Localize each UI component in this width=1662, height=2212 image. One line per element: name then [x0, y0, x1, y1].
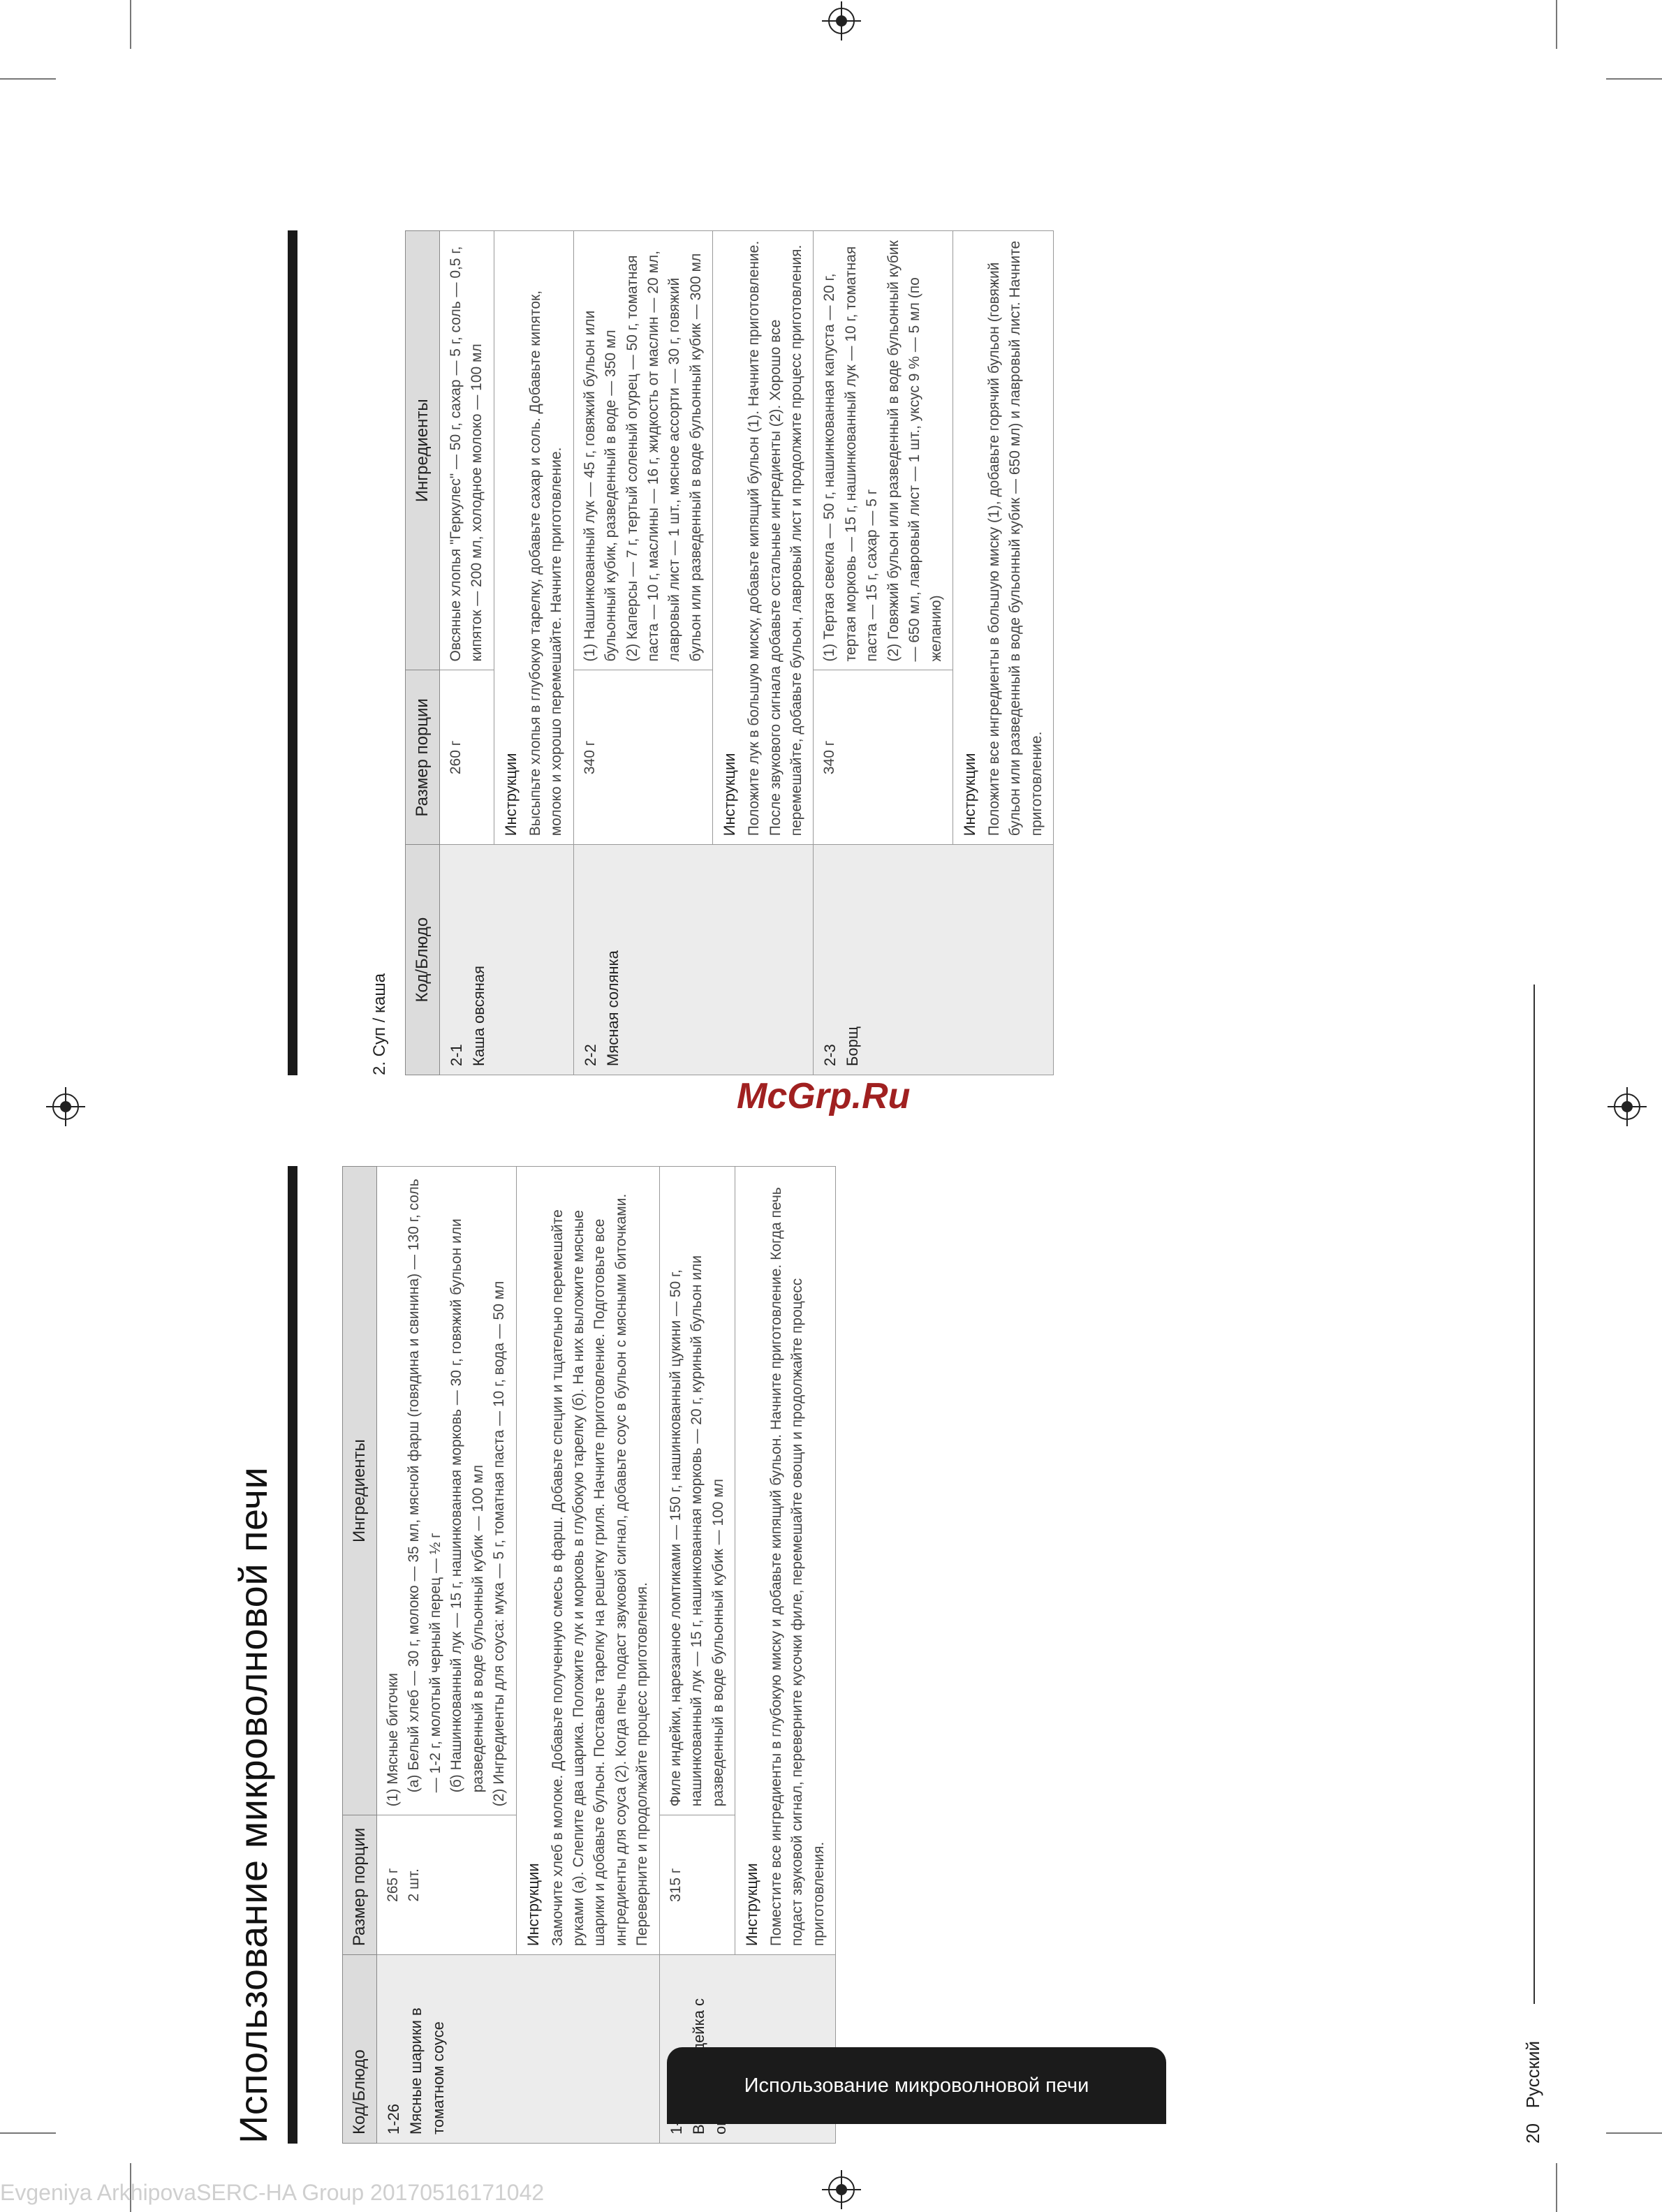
table-header-row [406, 231, 440, 1075]
ingredient-item: (1) Мясные биточки [385, 1672, 401, 1807]
dish-name: Борщ [844, 1026, 862, 1066]
dish-cell [377, 1955, 660, 2144]
instructions-text: Положите все ингредиенты в большую миску (1), добавьте горячий бульон (говяжий бульон или разведенный в воде бульонный кубик — 650 мл) и лавровый лист. Начните приготовление. [985, 240, 1045, 836]
portion-cell [377, 1815, 517, 1955]
crop-mark [1556, 0, 1557, 49]
registration-mark-icon [822, 1, 861, 40]
page-title: Использование микроволновой печи [231, 1466, 275, 2144]
instructions-text: Поместите все ингредиенты в глубокую миску и добавьте кипящий бульон. Начните приготовление. Когда печь подаст звуковой сигнал, переверните кусочки филе, перемешайте овощи и продолжайте процесс приготовления. [767, 1187, 827, 1947]
ingredients-cell [659, 1167, 735, 1815]
column-header-code: Код/Блюдо [343, 1955, 377, 2144]
portion-value: 260 г [448, 740, 464, 775]
dish-code: 2-1 [448, 1044, 465, 1066]
dish-cell [440, 845, 574, 1075]
section-heading [370, 973, 390, 1075]
table-row [377, 1167, 517, 2144]
section-title: Суп / каша [370, 973, 389, 1057]
crop-mark [1606, 2132, 1662, 2134]
ingredients-cell [377, 1167, 517, 1815]
chapter-tab-label: Использование микроволновой печи [744, 2074, 1089, 2097]
footer-language: Русский [1522, 2040, 1543, 2109]
ingredient-item: (2) Говяжий бульон или разведенный в воде бульонный кубик — 650 мл, лавровый лист — 1 шт., уксус 9 % — 5 мл (по желанию) [885, 240, 944, 662]
column-header-code: Код/Блюдо [406, 845, 440, 1075]
portion-cell [440, 670, 494, 845]
column-header-ingredients: Ингредиенты [406, 231, 440, 670]
ingredient-item: (а) Белый хлеб — 30 г, молоко — 35 мл, мясной фарш (говядина и свинина) — 130 г, соль — 1-2 г, молотый черный перец — ½ г [406, 1179, 443, 1793]
instructions-text: Высыпьте хлопья в глубокую тарелку, добавьте сахар и соль. Добавьте кипяток, молоко и хорошо перемешайте. Начните приготовление. [527, 290, 565, 836]
portion-cell [814, 670, 953, 845]
ingredients-cell [814, 231, 953, 670]
section-rule [288, 230, 297, 1075]
ingredient-item: (1) Тертая свекла — 50 г, нашинкованная капуста — 20 г, тертая морковь — 15 г, нашинкованный лук — 10 г, томатная паста — 15 г, сахар — 5 г [821, 246, 881, 662]
site-watermark: McGrp.Ru [737, 1076, 911, 1116]
dish-cell [573, 845, 814, 1075]
registration-mark-icon [46, 1087, 85, 1126]
dish-code: 2-3 [821, 1044, 839, 1066]
print-note: Evgeniya ArkhipovaSERC-HA Group 20170516171042 [0, 2180, 545, 2205]
instructions-text: Положите лук в большую миску, добавьте кипящий бульон (1). Начните приготовление. После звукового сигнала добавьте остальные ингредиенты (2). Хорошо все перемешайте, добавьте бульон, лавровый лист и продолжите процесс приготовления. [746, 240, 805, 836]
instructions-heading: Инструкции [501, 753, 520, 836]
table-row [659, 1167, 735, 2144]
dish-code: 1-26 [385, 2103, 402, 2134]
crop-mark [130, 0, 131, 49]
dish-name: Мясные шарики в томатном соусе [406, 2007, 447, 2134]
table-row [440, 231, 494, 1075]
ingredient-item: (2) Ингредиенты для соуса: мука — 5 г, томатная паста — 10 г, вода — 50 мл [491, 1281, 508, 1807]
table-row [573, 231, 713, 1075]
instructions-text: Замочите хлеб в молоке. Добавьте полученную смесь в фарш. Добавьте специи и тщательно перемешайте руками (а). Слепите два шарика. Положите лук и морковь в глубокую тарелку (б). На них выложите мясные шарики и добавьте бульон. Поставьте тарелку на решетку гриля. Начните приготовление. Подготовьте все ингредиенты для соуса (2). Когда печь подаст звуковой сигнал, добавьте соус в бульон с мясными биточками. Переверните и продолжайте процесс приготовления. [549, 1193, 651, 1947]
ingredient-item: Филе индейки, нарезанное ломтиками — 150 г, нашинкованный цукини — 50 г, нашинкованный лук — 15 г, нашинкованная морковь — 20 г, куриный бульон или разведенный в воде бульонный кубик — 100 мл [667, 1255, 726, 1807]
column-header-portion: Размер порции [406, 670, 440, 845]
registration-mark-icon [1608, 1087, 1647, 1126]
table-row [814, 231, 953, 1075]
ingredient-item: (2) Каперсы — 7 г, тертый соленый огурец — 50 г, томатная паста — 10 г, маслины — 16 г, жидкость от маслин — 20 мл, лавровый лист — 1 шт., мясное ассорти — 30 г, говяжий бульон или разведенный в воде бульонный кубик — 300 мл [624, 251, 704, 662]
page-footer [1522, 2041, 1544, 2144]
recipe-table-1 [342, 1166, 836, 2144]
dish-cell [814, 845, 1054, 1075]
portion-value: 265 г [385, 1868, 401, 1902]
instructions-cell [713, 231, 814, 845]
portion-cell [573, 670, 713, 845]
footer-rule [1534, 985, 1535, 2004]
instructions-cell [953, 231, 1054, 845]
ingredient-item: Овсяные хлопья "Геркулес" — 50 г, сахар — 5 г, соль — 0,5 г, кипяток — 200 мл, холодное молоко — 100 мл [448, 246, 485, 662]
column-header-portion: Размер порции [343, 1815, 377, 1955]
instructions-cell [735, 1167, 836, 1955]
portion-value: 315 г [667, 1868, 684, 1902]
instructions-cell [516, 1167, 659, 1955]
portion-count: 2 шт. [406, 1868, 422, 1902]
table-header-row [343, 1167, 377, 2144]
portion-value: 340 г [581, 740, 598, 775]
dish-name: Каша овсяная [469, 966, 487, 1066]
chapter-tab [667, 2047, 1166, 2124]
instructions-heading: Инструкции [743, 1863, 761, 1947]
recipe-table-2 [405, 230, 1054, 1075]
crop-mark [1556, 2163, 1557, 2212]
ingredient-item: (б) Нашинкованный лук — 15 г, нашинкованная морковь — 30 г, говяжий бульон или разведенный в воде бульонный кубик — 100 мл [448, 1218, 486, 1793]
rotated-page [203, 230, 1543, 2144]
instructions-heading: Инструкции [961, 753, 979, 836]
ingredients-cell [573, 231, 713, 670]
crop-mark [0, 78, 56, 80]
ingredient-item: (1) Нашинкованный лук — 45 г, говяжий бульон или бульонный кубик, разведенный в воде — 350 мл [581, 310, 619, 662]
instructions-cell [494, 231, 573, 845]
portion-value: 340 г [821, 740, 838, 775]
dish-name: Мясная солянка [603, 950, 622, 1066]
crop-mark [1606, 78, 1662, 80]
ingredients-cell [440, 231, 494, 670]
title-rule [288, 1166, 297, 2144]
instructions-heading: Инструкции [524, 1863, 542, 1947]
registration-mark-icon [822, 2170, 861, 2209]
instructions-heading: Инструкции [721, 753, 739, 836]
page-number: 20 [1522, 2123, 1543, 2144]
column-header-ingredients: Ингредиенты [343, 1167, 377, 1815]
portion-cell [659, 1815, 735, 1955]
crop-mark [0, 2132, 56, 2134]
dish-code: 2-2 [581, 1044, 599, 1066]
section-number: 2. [370, 1061, 389, 1075]
